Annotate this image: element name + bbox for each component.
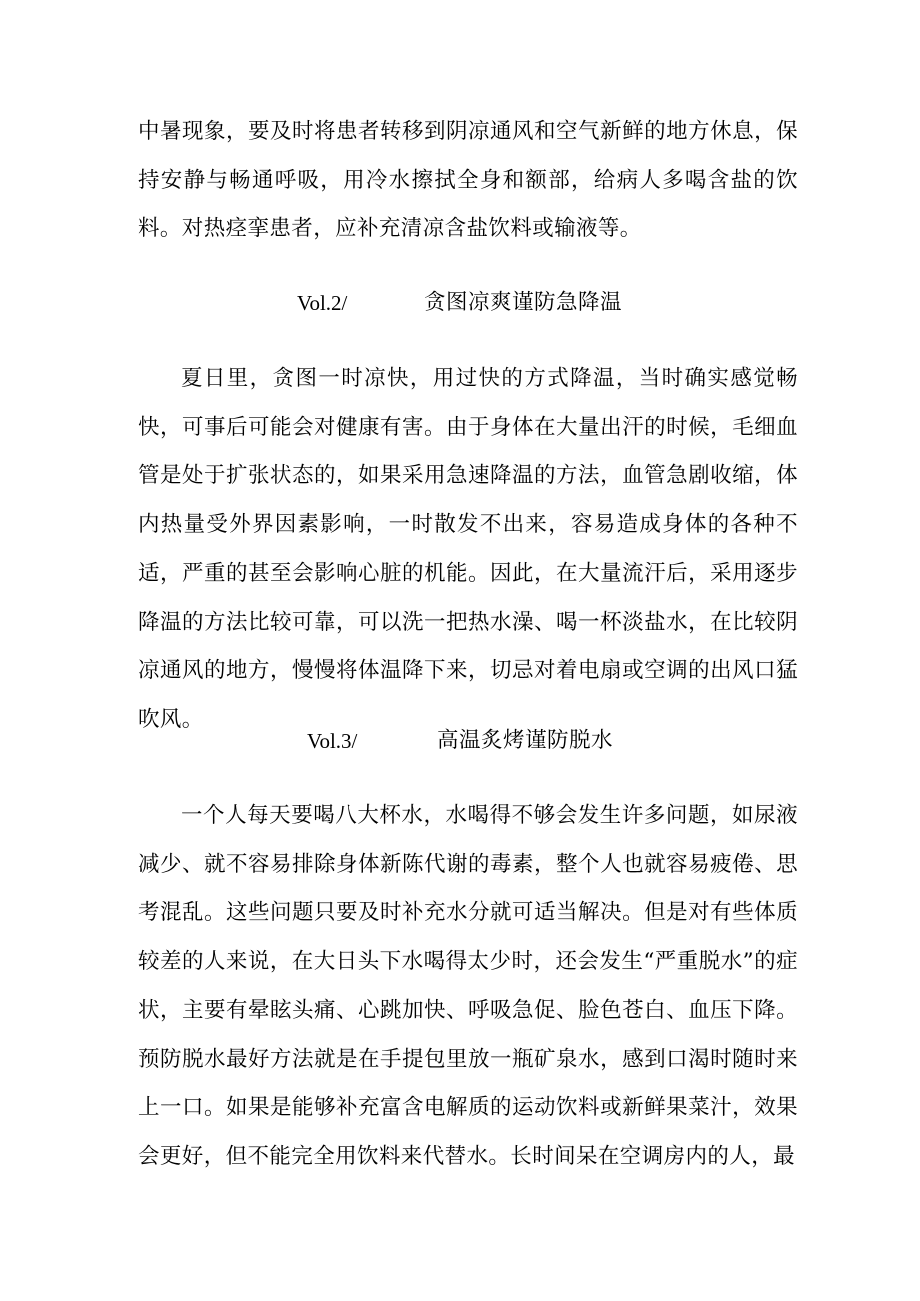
section-heading-vol2 xyxy=(0,283,920,323)
paragraph-heatstroke-care: 中暑现象，要及时将患者转移到阴凉通风和空气新鲜的地方休息，保持安静与畅通呼吸，用冷水擦拭全身和额部，给病人多喝含盐的饮料。对热痉挛患者，应补充清凉含盐饮料或输液等。 xyxy=(138,119,798,242)
paragraph-cooling-down: 夏日里，贪图一时凉快，用过快的方式降温，当时确实感觉畅快，可事后可能会对健康有害。由于身体在大量出汗的时候，毛细血管是处于扩张状态的，如果采用急速降温的方法，血管急剧收缩，体内热量受外界因素影响，一时散发不出来，容易造成身体的各种不适，严重的甚至会影响心脏的机能。因此，在大量流汗后，采用逐步降温的方法比较可靠，可以洗一把热水澡、喝一杯淡盐水，在比较阴凉通风的地方，慢慢将体温降下来，切忌对着电扇或空调的出风口猛吹风。 xyxy=(138,366,798,732)
section-title: 贪图凉爽谨防急降温 xyxy=(424,290,623,315)
section-number: Vol.2/ xyxy=(297,291,348,315)
section-number: Vol.3/ xyxy=(307,729,358,753)
paragraph-dehydration: 一个人每天要喝八大杯水，水喝得不够会发生许多问题，如尿液减少、就不容易排除身体新陈代谢的毒素，整个人也就容易疲倦、思考混乱。这些问题只要及时补充水分就可适当解决。但是对有些体质较差的人来说，在大日头下水喝得太少时，还会发生“严重脱水”的症状，主要有晕眩头痛、心跳加快、呼吸急促、脸色苍白、血压下降。预防脱水最好方法就是在手提包里放一瓶矿泉水，感到口渴时随时来上一口。如果是能够补充富含电解质的运动饮料或新鲜果菜汁，效果会更好，但不能完全用饮料来代替水。长时间呆在空调房内的人，最 xyxy=(138,803,798,1169)
section-title: 高温炙烤谨防脱水 xyxy=(437,728,614,753)
section-heading-vol3 xyxy=(0,721,920,761)
